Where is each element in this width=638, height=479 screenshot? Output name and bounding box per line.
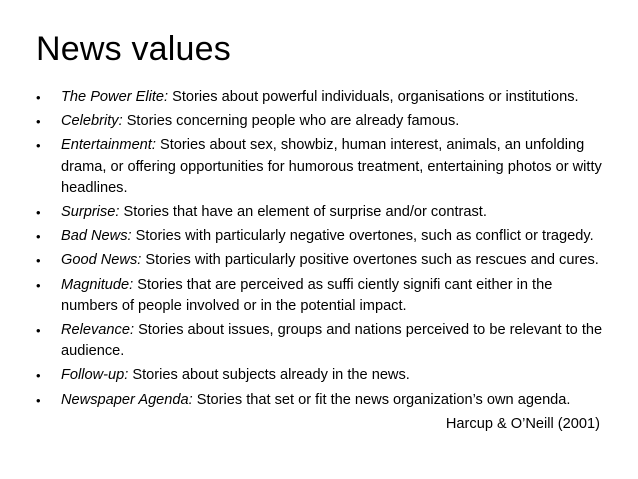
bullet-icon: • [36, 277, 41, 293]
list-item [36, 250, 608, 271]
item-description: Stories that set or fit the news organization’s own agenda. [192, 391, 571, 408]
item-term: Bad News: [61, 228, 132, 245]
item-term: Good News: [61, 252, 142, 269]
item-term: Newspaper Agenda: [61, 391, 193, 408]
item-description: Stories with particularly negative overtones, such as conflict or tragedy. [131, 228, 594, 245]
item-description: Stories with particularly positive overtones such as rescues and cures. [141, 252, 599, 269]
bullet-icon: • [36, 205, 41, 221]
item-description: Stories about subjects already in the news. [128, 367, 410, 384]
bullet-icon: • [36, 368, 41, 384]
bullet-icon: • [36, 114, 41, 130]
item-term: Entertainment: [61, 137, 156, 154]
item-term: Surprise: [61, 204, 120, 221]
item-term: Relevance: [61, 322, 135, 339]
bullet-icon: • [36, 392, 41, 408]
item-term: Magnitude: [61, 276, 134, 293]
list-item [36, 390, 608, 411]
bullet-icon: • [36, 323, 41, 339]
list-item [36, 202, 608, 223]
item-description: Stories that are perceived as suffi ciently signifi cant either in the numbers of people involved or in the potential impact. [61, 276, 553, 314]
item-term: Celebrity: [61, 113, 123, 130]
list-item [36, 226, 608, 247]
list-item [36, 135, 608, 199]
list-item [36, 275, 608, 317]
news-values-list [36, 87, 608, 414]
item-description: Stories about issues, groups and nations perceived to be relevant to the audience. [61, 322, 603, 360]
item-term: Follow-up: [61, 367, 129, 384]
citation: Harcup & O’Neill (2001) [445, 416, 600, 432]
item-description: Stories about powerful individuals, organisations or institutions. [168, 89, 579, 105]
list-item [36, 111, 608, 132]
item-description: Stories about sex, showbiz, human interest, animals, an unfolding drama, or offering opportunities for humorous treatment, entertaining photos or witty headlines. [61, 137, 602, 196]
item-description: Stories concerning people who are already famous. [122, 113, 460, 130]
bullet-icon: • [36, 253, 41, 269]
bullet-icon: • [36, 138, 41, 154]
bullet-icon: • [36, 229, 41, 245]
list-item [36, 365, 608, 386]
slide-title: News values [36, 30, 231, 68]
list-item [36, 87, 608, 108]
item-term: The Power Elite: [61, 89, 169, 105]
list-item [36, 320, 608, 362]
item-description: Stories that have an element of surprise and/or contrast. [119, 204, 487, 221]
bullet-icon: • [36, 90, 41, 105]
